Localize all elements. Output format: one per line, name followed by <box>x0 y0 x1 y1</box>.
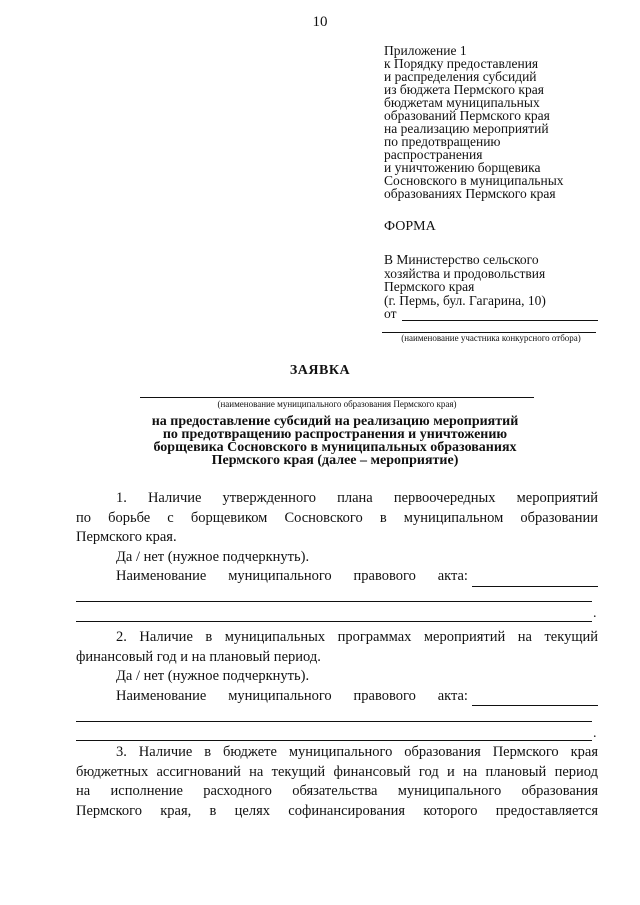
act-word: правового <box>353 568 416 584</box>
addressee-line: хозяйства и продовольствия <box>384 265 546 281</box>
addressee-line: В Министерство сельского <box>384 252 539 267</box>
subtitle-line: Пермского края (далее – мероприятие) <box>211 453 459 468</box>
addressee-line: Пермского края <box>384 279 475 294</box>
appendix-line: и уничтожению борщевика <box>384 160 541 175</box>
appendix-line: Приложение 1 <box>384 43 467 58</box>
form-label: ФОРМА <box>384 219 436 234</box>
participant-caption: (наименование участника конкурсного отбора) <box>401 333 581 343</box>
item-1-blank-line[interactable] <box>76 621 592 622</box>
item-2-act-label <box>76 687 472 707</box>
subtitle-line: по предотвращению распространения и уничтожению <box>162 427 508 442</box>
municipality-caption: (наименование муниципального образования Пермского края) <box>217 399 457 409</box>
item-1-line: по борьбе с борщевиком Сосновского в муниципальном образовании <box>76 509 598 526</box>
document-subtitle <box>100 415 570 467</box>
page-number: 10 <box>312 14 328 30</box>
subtitle-line: на предоставление субсидий на реализацию мероприятий <box>151 414 519 429</box>
appendix-line: образованиях Пермского края <box>384 186 556 201</box>
appendix-line: образований Пермского края <box>384 108 550 123</box>
from-blank-field[interactable] <box>402 309 598 321</box>
item-1-line: Пермского края. <box>76 529 177 545</box>
item-1-blank-row <box>76 606 598 626</box>
item-2-blank-line[interactable] <box>76 740 592 741</box>
item-2-line: 2. Наличие в муниципальных программах мероприятий на текущий <box>116 629 598 645</box>
appendix-line: из бюджета Пермского края <box>384 82 544 97</box>
item-1-act-label <box>76 567 472 587</box>
item-2-line: финансовый год и на плановый период. <box>76 648 321 665</box>
item-3 <box>76 743 598 821</box>
from-label: от <box>384 306 397 321</box>
document-title: ЗАЯВКА <box>289 363 351 378</box>
act-word: муниципального <box>228 568 332 584</box>
act-word: акта: <box>437 568 468 584</box>
act-word: акта: <box>437 687 468 704</box>
item-2-blank-line[interactable] <box>76 721 592 722</box>
item-2-act-row <box>76 687 598 707</box>
subtitle-line: борщевика Сосновского в муниципальных образованиях <box>153 440 517 455</box>
item-2 <box>76 628 598 745</box>
act-word: Наименование <box>116 687 207 704</box>
act-word: Наименование <box>116 568 207 584</box>
appendix-line: и распределения субсидий <box>384 69 537 84</box>
addressee-line: (г. Пермь, бул. Гагарина, 10) <box>384 292 546 308</box>
item-2-end-dot: . <box>593 725 597 741</box>
item-3-line: 3. Наличие в бюджете муниципального образования Пермского края <box>116 744 598 760</box>
item-1 <box>76 489 598 626</box>
appendix-line: распространения <box>384 147 483 162</box>
item-2-act-blank-field[interactable] <box>472 691 598 706</box>
item-1-line: 1. Наличие утвержденного плана первоочередных мероприятий <box>116 490 598 506</box>
act-word: муниципального <box>228 687 332 704</box>
item-3-line: бюджетных ассигнований на текущий финансовый год и на плановый период <box>76 763 598 780</box>
item-1-act-row <box>76 567 598 587</box>
appendix-line: к Порядку предоставления <box>384 56 539 71</box>
item-1-act-blank-field[interactable] <box>472 572 598 587</box>
appendix-line: по предотвращению <box>384 134 501 149</box>
act-word: правового <box>353 687 416 704</box>
addressee-block <box>384 253 634 321</box>
item-2-blank-row <box>76 706 598 726</box>
item-1-blank-row <box>76 587 598 607</box>
item-1-end-dot: . <box>593 606 597 621</box>
item-3-line: Пермского края, в целях софинансирования которого предоставляется <box>76 802 598 819</box>
item-1-blank-line[interactable] <box>76 601 592 602</box>
appendix-line: Сосновского в муниципальных <box>384 173 564 188</box>
appendix-header <box>384 44 634 200</box>
item-1-yes-no: Да / нет (нужное подчеркнуть). <box>116 548 310 565</box>
municipality-blank-field[interactable] <box>140 397 534 398</box>
item-3-line: на исполнение расходного обязательства муниципального образования <box>76 783 598 799</box>
from-row <box>384 307 634 321</box>
appendix-line: на реализацию мероприятий <box>384 121 549 136</box>
appendix-line: бюджетам муниципальных <box>384 95 540 110</box>
item-2-yes-no: Да / нет (нужное подчеркнуть). <box>116 668 310 684</box>
